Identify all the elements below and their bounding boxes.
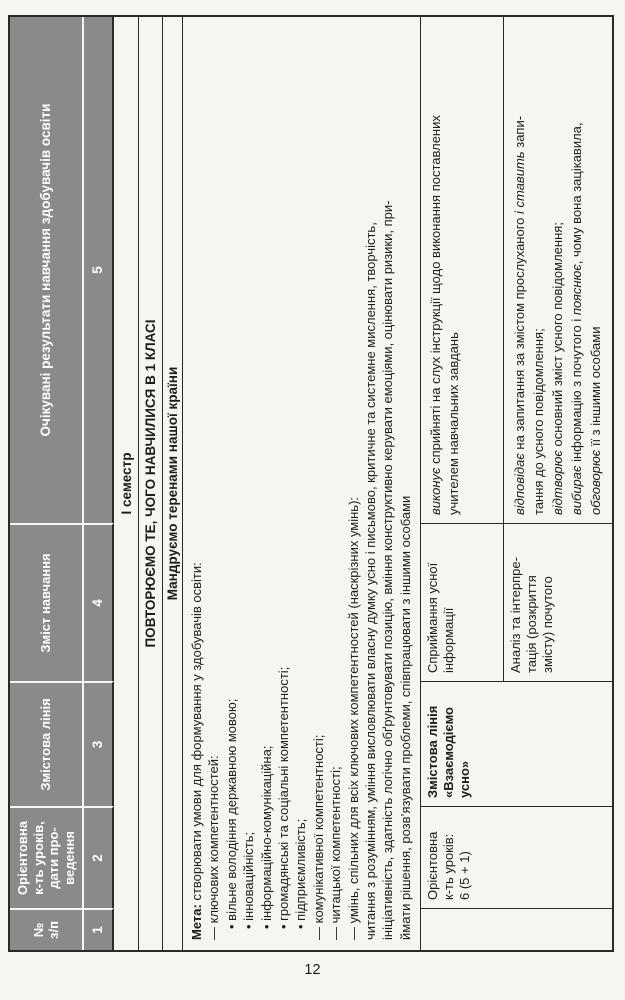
curriculum-table: [8, 15, 614, 952]
header-cell-outcomes: Очікувані результати навчання здобувачів освіти: [10, 17, 84, 523]
header-cell-hours: Орієнтовна к-ть уроків, дати про- ведення: [10, 806, 84, 908]
column-number-3: 3: [84, 681, 114, 806]
header-cell-num: № з/п: [10, 908, 84, 950]
goal-text-block: Мета: створювати умови для формування у здобувачів освіти: — ключових компетентностей: • вільне володіння державною мовою; • інноваційність; • інформаційно-комунікаційна; • громадянські та соціальні компетентності; • підприємливість; — комунікативної компетентності; — читацької компетентності; — умінь, спільних для всіх ключових компетентностей (наскрізних умінь): читання з розумінням, уміння висловлювати власну думку усно і письмово, критичне та системне мислення, творчість, ініціативність, здатність логічно обґрунтовувати позицію, вміння конструктивно керувати емоціями, оцінювати ризики, при- ймати рішення, розв’язувати проблеми, співпрацювати з іншими особами: [183, 17, 421, 950]
column-number-4: 4: [84, 523, 114, 681]
lesson-number-cell-empty: [421, 908, 612, 950]
lesson-outcomes-row2: відповідає на запитання за змістом прослуханого і ставить запи- тання до усного повідомлення; відтворює основний зміст усного повідомлення; вибирає інформацію з почутого і пояснює, чому вона зацікавила, обговорює її з іншими особами: [512, 115, 603, 515]
lesson-hours-cell: Орієнтовна к-ть уроків: 6 (5 + 1): [421, 806, 612, 908]
lesson-content-row2: Аналіз та інтерпре- тація (розкриття змісту) почутого: [504, 523, 612, 681]
column-number-5: 5: [84, 17, 114, 523]
unit-subtitle-row: Мандруємо теренами нашої країни: [163, 17, 183, 950]
header-cell-content: Зміст навчання: [10, 523, 84, 681]
unit-title-row: ПОВТОРЮЄМО ТЕ, ЧОГО НАВЧИЛИСЯ В 1 КЛАСІ: [139, 17, 163, 950]
column-number-2: 2: [84, 806, 114, 908]
lesson-outcomes-row1: виконує сприйняті на слух інструкції щодо виконання поставлених учителем навчальних завдань: [421, 17, 504, 523]
lesson-content-line-cell: Змістова лінія «Взаємодіємо усно»: [421, 681, 612, 806]
page-number: 12: [304, 962, 321, 978]
column-number-1: 1: [84, 908, 114, 950]
header-cell-content-line: Змістова лінія: [10, 681, 84, 806]
semester-row: І семестр: [114, 17, 139, 950]
lesson-content-row1: Сприймання усної інформації: [421, 523, 504, 681]
